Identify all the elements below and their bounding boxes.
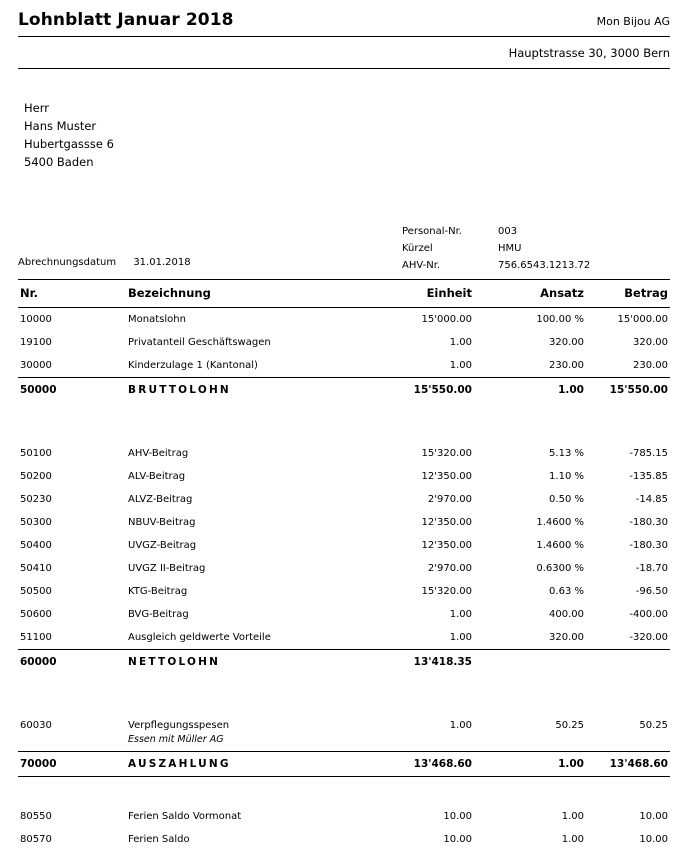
- cell-ansatz: 0.63 %: [472, 580, 584, 603]
- row-note: Essen mit Müller AG: [128, 734, 340, 745]
- cell-einheit: 1.00: [340, 354, 472, 378]
- cell-bezeichnung: Privatanteil Geschäftswagen: [128, 331, 340, 354]
- cell-ansatz: 5.13 %: [472, 442, 584, 465]
- cell-einheit: 12'350.00: [340, 534, 472, 557]
- table-row: [18, 331, 670, 354]
- cell-nr: 50300: [18, 511, 128, 534]
- column-header-nr: Nr.: [18, 280, 128, 308]
- table-spacer: [18, 777, 670, 806]
- cell-betrag: 15'550.00: [584, 378, 670, 403]
- cell-betrag: 10.00: [584, 828, 670, 851]
- cell-ansatz: 320.00: [472, 331, 584, 354]
- column-header-betrag: Betrag: [584, 280, 670, 308]
- table-row-total: [18, 650, 670, 675]
- table-row: [18, 488, 670, 511]
- table-row: [18, 603, 670, 626]
- cell-nr: 51100: [18, 626, 128, 650]
- cell-betrag: -135.85: [584, 465, 670, 488]
- cell-betrag: -180.30: [584, 511, 670, 534]
- meta-row-personal-nr: [402, 223, 658, 240]
- cell-betrag: 15'000.00: [584, 308, 670, 332]
- table-row: [18, 714, 670, 752]
- cell-betrag: -320.00: [584, 626, 670, 650]
- address-divider: [18, 68, 670, 69]
- table-row: [18, 511, 670, 534]
- recipient-block: [24, 99, 670, 171]
- cell-betrag: -180.30: [584, 534, 670, 557]
- meta-value-personal-nr: 003: [498, 223, 658, 240]
- cell-nr: 50500: [18, 580, 128, 603]
- meta-label-personal-nr: Personal-Nr.: [402, 223, 498, 240]
- cell-bezeichnung: Kinderzulage 1 (Kantonal): [128, 354, 340, 378]
- table-row: [18, 828, 670, 851]
- cell-nr: 60030: [18, 714, 128, 752]
- cell-nr: 10000: [18, 308, 128, 332]
- cell-bezeichnung: ALV-Beitrag: [128, 465, 340, 488]
- recipient-name: Hans Muster: [24, 117, 670, 135]
- cell-betrag: 13'468.60: [584, 752, 670, 777]
- cell-einheit: 15'320.00: [340, 580, 472, 603]
- cell-einheit: 1.00: [340, 714, 472, 752]
- cell-einheit: 15'000.00: [340, 308, 472, 332]
- table-row: [18, 557, 670, 580]
- statement-date-value: 31.01.2018: [133, 257, 190, 268]
- meta-value-ahv-nr: 756.6543.1213.72: [498, 257, 658, 274]
- cell-betrag: 10.00: [584, 805, 670, 828]
- cell-betrag: 50.25: [584, 714, 670, 752]
- meta-row-ahv-nr: [402, 257, 658, 274]
- cell-betrag: -96.50: [584, 580, 670, 603]
- cell-einheit: 10.00: [340, 805, 472, 828]
- salary-table-head: [18, 280, 670, 308]
- cell-betrag: -14.85: [584, 488, 670, 511]
- table-spacer: [18, 694, 670, 714]
- cell-nr: 50600: [18, 603, 128, 626]
- cell-bezeichnung: AHV-Beitrag: [128, 442, 340, 465]
- document-header: [18, 0, 670, 30]
- cell-betrag: [584, 650, 670, 675]
- recipient-salutation: Herr: [24, 99, 670, 117]
- cell-bezeichnung: Verpflegungsspesen Essen mit Müller AG: [128, 714, 340, 752]
- cell-nr: 80550: [18, 805, 128, 828]
- cell-betrag: 230.00: [584, 354, 670, 378]
- cell-nr: 70000: [18, 752, 128, 777]
- cell-betrag: -785.15: [584, 442, 670, 465]
- cell-ansatz: [472, 650, 584, 675]
- recipient-street: Hubertgassse 6: [24, 135, 670, 153]
- cell-einheit: 15'320.00: [340, 442, 472, 465]
- table-row: [18, 308, 670, 332]
- cell-nr: 60000: [18, 650, 128, 675]
- cell-ansatz: 1.4600 %: [472, 511, 584, 534]
- cell-ansatz: 400.00: [472, 603, 584, 626]
- table-row-total: [18, 378, 670, 403]
- cell-einheit: 13'468.60: [340, 752, 472, 777]
- cell-einheit: 1.00: [340, 626, 472, 650]
- cell-bezeichnung: NBUV-Beitrag: [128, 511, 340, 534]
- cell-einheit: 12'350.00: [340, 511, 472, 534]
- table-spacer: [18, 422, 670, 442]
- cell-bezeichnung: BRUTTOLOHN: [128, 378, 340, 403]
- column-header-einheit: Einheit: [340, 280, 472, 308]
- company-address: Hauptstrasse 30, 3000 Bern: [18, 46, 670, 60]
- cell-betrag: -18.70: [584, 557, 670, 580]
- statement-date-label: Abrechnungsdatum: [18, 257, 116, 268]
- cell-einheit: 13'418.35: [340, 650, 472, 675]
- table-row: [18, 626, 670, 650]
- cell-ansatz: 320.00: [472, 626, 584, 650]
- employee-meta: [18, 223, 670, 279]
- cell-ansatz: 0.6300 %: [472, 557, 584, 580]
- cell-nr: 19100: [18, 331, 128, 354]
- column-header-ansatz: Ansatz: [472, 280, 584, 308]
- cell-bezeichnung: Ferien Saldo Vormonat: [128, 805, 340, 828]
- cell-bezeichnung: Ausgleich geldwerte Vorteile: [128, 626, 340, 650]
- cell-bezeichnung: ALVZ-Beitrag: [128, 488, 340, 511]
- recipient-city: 5400 Baden: [24, 153, 670, 171]
- cell-nr: 80570: [18, 828, 128, 851]
- cell-ansatz: 1.00: [472, 378, 584, 403]
- statement-date: [18, 257, 191, 268]
- employee-meta-table: [402, 223, 658, 274]
- cell-bezeichnung: NETTOLOHN: [128, 650, 340, 675]
- cell-ansatz: 230.00: [472, 354, 584, 378]
- cell-betrag: 320.00: [584, 331, 670, 354]
- cell-bezeichnung: UVGZ-Beitrag: [128, 534, 340, 557]
- table-row-total: [18, 752, 670, 777]
- cell-einheit: 12'350.00: [340, 465, 472, 488]
- cell-ansatz: 1.00: [472, 752, 584, 777]
- cell-nr: 30000: [18, 354, 128, 378]
- salary-table-body: [18, 308, 670, 851]
- cell-ansatz: 0.50 %: [472, 488, 584, 511]
- cell-nr: 50200: [18, 465, 128, 488]
- cell-ansatz: 1.4600 %: [472, 534, 584, 557]
- cell-einheit: 1.00: [340, 603, 472, 626]
- header-divider: [18, 36, 670, 37]
- table-spacer: [18, 674, 670, 694]
- cell-einheit: 1.00: [340, 331, 472, 354]
- company-name: Mon Bijou AG: [597, 15, 670, 30]
- cell-einheit: 2'970.00: [340, 488, 472, 511]
- cell-nr: 50230: [18, 488, 128, 511]
- table-row: [18, 465, 670, 488]
- cell-ansatz: 50.25: [472, 714, 584, 752]
- salary-table: [18, 279, 670, 851]
- cell-ansatz: 1.00: [472, 805, 584, 828]
- meta-label-ahv-nr: AHV-Nr.: [402, 257, 498, 274]
- table-row: [18, 805, 670, 828]
- cell-bezeichnung: UVGZ II-Beitrag: [128, 557, 340, 580]
- cell-ansatz: 1.10 %: [472, 465, 584, 488]
- cell-betrag: -400.00: [584, 603, 670, 626]
- table-row: [18, 534, 670, 557]
- cell-einheit: 15'550.00: [340, 378, 472, 403]
- cell-einheit: 2'970.00: [340, 557, 472, 580]
- meta-row-kuerzel: [402, 240, 658, 257]
- column-header-bezeichnung: Bezeichnung: [128, 280, 340, 308]
- cell-bezeichnung: BVG-Beitrag: [128, 603, 340, 626]
- cell-einheit: 10.00: [340, 828, 472, 851]
- page-title: Lohnblatt Januar 2018: [18, 10, 234, 30]
- table-row: [18, 354, 670, 378]
- cell-bezeichnung: AUSZAHLUNG: [128, 752, 340, 777]
- cell-nr: 50000: [18, 378, 128, 403]
- salary-table-header-row: [18, 280, 670, 308]
- cell-ansatz: 1.00: [472, 828, 584, 851]
- cell-bezeichnung: Ferien Saldo: [128, 828, 340, 851]
- cell-nr: 50410: [18, 557, 128, 580]
- cell-bezeichnung: Monatslohn: [128, 308, 340, 332]
- cell-ansatz: 100.00 %: [472, 308, 584, 332]
- cell-nr: 50400: [18, 534, 128, 557]
- table-row: [18, 442, 670, 465]
- cell-nr: 50100: [18, 442, 128, 465]
- table-spacer: [18, 402, 670, 422]
- meta-label-kuerzel: Kürzel: [402, 240, 498, 257]
- meta-value-kuerzel: HMU: [498, 240, 658, 257]
- table-row: [18, 580, 670, 603]
- cell-bezeichnung: KTG-Beitrag: [128, 580, 340, 603]
